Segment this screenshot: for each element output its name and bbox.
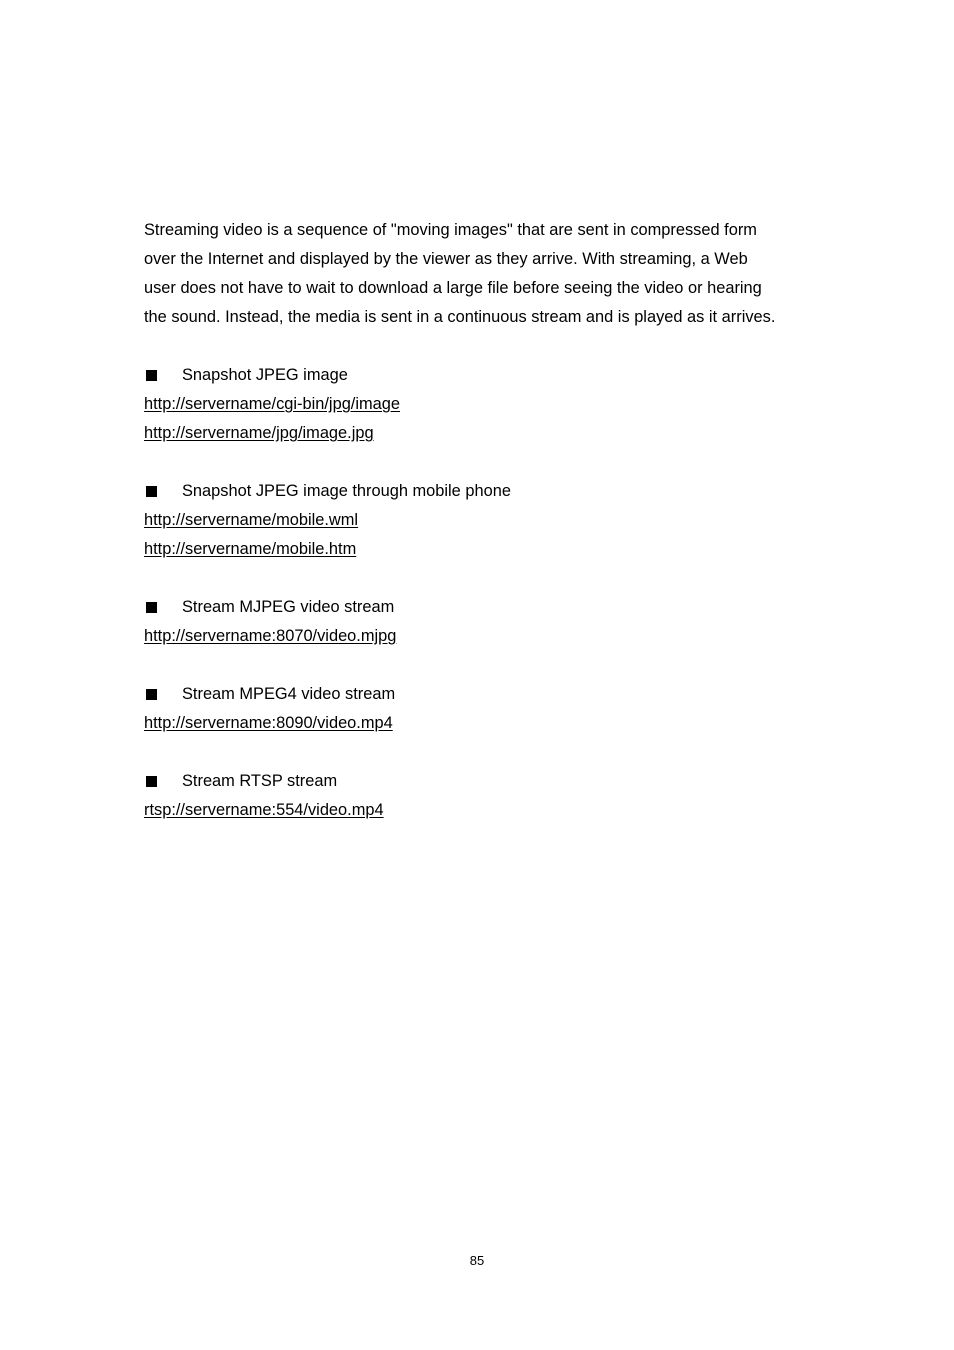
url-link[interactable]: http://servername/cgi-bin/jpg/image — [144, 395, 400, 413]
url-link[interactable]: http://servername/mobile.wml — [144, 511, 359, 529]
section-heading — [144, 767, 824, 796]
intro-paragraph — [144, 216, 824, 332]
section-heading — [144, 361, 824, 390]
section-snapshot-mobile — [144, 477, 824, 564]
square-bullet-icon — [146, 776, 157, 787]
square-bullet-icon — [146, 689, 157, 700]
section-snapshot-jpeg — [144, 361, 824, 448]
square-bullet-icon — [146, 602, 157, 613]
section-title: Stream MJPEG video stream — [182, 598, 395, 616]
intro-line: the sound. Instead, the media is sent in a continuous stream and is played as it arrives. — [144, 308, 776, 326]
url-link[interactable]: http://servername:8070/video.mjpg — [144, 627, 397, 645]
intro-line: Streaming video is a sequence of "moving images" that are sent in compressed form — [144, 221, 757, 239]
section-title: Snapshot JPEG image through mobile phone — [182, 482, 511, 500]
intro-line: user does not have to wait to download a large file before seeing the video or hearing — [144, 279, 762, 297]
section-title: Stream MPEG4 video stream — [182, 685, 396, 703]
url-link[interactable]: http://servername/mobile.htm — [144, 540, 357, 558]
section-heading — [144, 680, 824, 709]
section-title: Stream RTSP stream — [182, 772, 338, 790]
url-sections — [144, 361, 824, 854]
section-mjpeg-stream — [144, 593, 824, 651]
square-bullet-icon — [146, 370, 157, 381]
section-rtsp-stream — [144, 767, 824, 825]
intro-line: over the Internet and displayed by the viewer as they arrive. With streaming, a Web — [144, 250, 748, 268]
page-number: 85 — [469, 1253, 485, 1268]
section-mpeg4-stream — [144, 680, 824, 738]
square-bullet-icon — [146, 486, 157, 497]
url-link[interactable]: http://servername/jpg/image.jpg — [144, 424, 374, 442]
url-link[interactable]: http://servername:8090/video.mp4 — [144, 714, 393, 732]
section-title: Snapshot JPEG image — [182, 366, 348, 384]
section-heading — [144, 593, 824, 622]
section-heading — [144, 477, 824, 506]
url-link[interactable]: rtsp://servername:554/video.mp4 — [144, 801, 384, 819]
